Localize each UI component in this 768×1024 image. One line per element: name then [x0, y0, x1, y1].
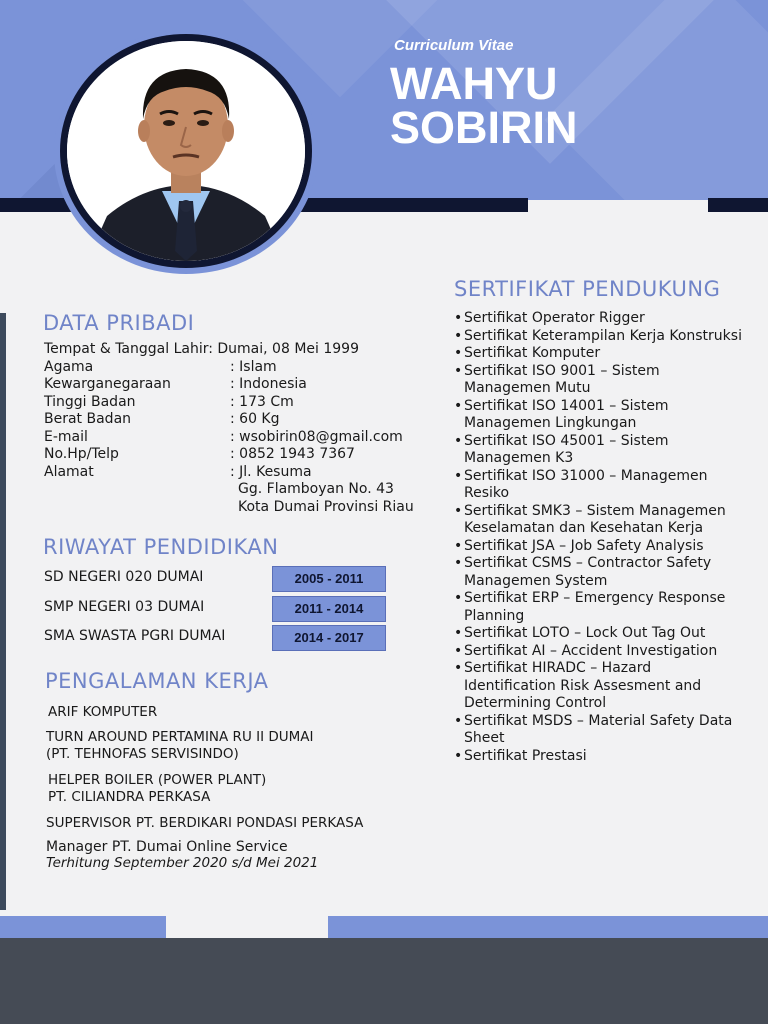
info-label: Agama — [44, 358, 94, 375]
list-item: • Sertifikat AI – Accident Investigation — [454, 643, 744, 661]
info-row — [44, 394, 414, 412]
list-item: • Sertifikat ERP – Emergency Response Planning — [454, 590, 744, 625]
school-name: SD NEGERI 020 DUMAI — [44, 569, 204, 585]
list-item: • Sertifikat ISO 14001 – Sistem Managemen Lingkungan — [454, 398, 744, 433]
list-item: • Sertifikat JSA – Job Safety Analysis — [454, 538, 744, 556]
education-row — [44, 596, 388, 622]
side-strip — [0, 313, 6, 910]
list-item: • Sertifikat Prestasi — [454, 748, 744, 766]
info-row — [44, 464, 414, 482]
full-name — [390, 58, 578, 153]
job-period: Terhitung September 2020 s/d Mei 2021 — [46, 855, 319, 871]
year-badge: 2011 - 2014 — [272, 596, 386, 622]
year-badge: 2005 - 2011 — [272, 566, 386, 592]
job-item: TURN AROUND PERTAMINA RU II DUMAI — [46, 729, 314, 745]
person-portrait-icon — [67, 41, 305, 261]
job-item: HELPER BOILER (POWER PLANT) — [48, 772, 267, 788]
info-row — [44, 411, 414, 429]
job-item: (PT. TEHNOFAS SERVISINDO) — [46, 746, 239, 762]
last-name: SOBIRIN — [390, 102, 578, 153]
info-label: Berat Badan — [44, 411, 132, 427]
info-label: Tinggi Badan — [44, 393, 136, 410]
birth-text: Tempat & Tanggal Lahir: Dumai, 08 Mei 1999 — [44, 341, 359, 357]
list-item: • Sertifikat ISO 9001 – Sistem Managemen Mutu — [454, 363, 744, 398]
list-item: • Sertifikat ISO 31000 – Managemen Resiko — [454, 468, 744, 503]
info-row — [44, 359, 414, 377]
info-label: Alamat — [44, 463, 94, 480]
info-value: : Islam — [230, 358, 277, 375]
job-item: Manager PT. Dumai Online Service — [46, 839, 288, 855]
info-row-birth — [44, 341, 414, 359]
section-title-pendidikan: RIWAYAT PENDIDIKAN — [43, 535, 279, 559]
education-row — [44, 625, 388, 651]
info-value: : 0852 1943 7367 — [230, 446, 355, 462]
profile-photo-image — [67, 41, 305, 261]
info-row — [44, 376, 414, 394]
list-item: • Sertifikat ISO 45001 – Sistem Managemen K3 — [454, 433, 744, 468]
personal-info — [44, 341, 414, 516]
section-title-pengalaman: PENGALAMAN KERJA — [45, 669, 269, 693]
info-label: Kewarganegaraan — [44, 376, 171, 392]
footer-band — [0, 938, 768, 1024]
list-item: • Sertifikat MSDS – Material Safety Data Sheet — [454, 713, 744, 748]
info-label: E-mail — [44, 428, 88, 445]
section-title-data-pribadi: DATA PRIBADI — [43, 311, 195, 335]
list-item: • Sertifikat Keterampilan Kerja Konstruksi — [454, 328, 744, 346]
school-name: SMA SWASTA PGRI DUMAI — [44, 628, 226, 644]
job-item: SUPERVISOR PT. BERDIKARI PONDASI PERKASA — [46, 815, 364, 831]
info-row — [44, 446, 414, 464]
info-value: : 60 Kg — [230, 411, 280, 427]
list-item: • Sertifikat Operator Rigger — [454, 310, 744, 328]
info-value: : wsobirin08@gmail.com — [230, 428, 403, 445]
certificate-list — [454, 310, 744, 765]
header-divider-right — [708, 198, 768, 212]
info-value: : 173 Cm — [230, 393, 294, 410]
address-line: Gg. Flamboyan No. 43 — [238, 481, 394, 497]
list-item: • Sertifikat CSMS – Contractor Safety Managemen System — [454, 555, 744, 590]
job-item: PT. CILIANDRA PERKASA — [48, 789, 211, 805]
first-name: WAHYU — [390, 58, 558, 109]
footer-accent-right — [328, 916, 768, 938]
footer-accent-left — [0, 916, 166, 938]
info-value: : Indonesia — [230, 376, 307, 392]
cv-label: Curriculum Vitae — [394, 37, 514, 54]
list-item: • Sertifikat HIRADC – Hazard Identification Risk Assesment and Determining Control — [454, 660, 744, 713]
address-line: Kota Dumai Provinsi Riau — [238, 498, 414, 515]
profile-photo — [60, 34, 312, 268]
school-name: SMP NEGERI 03 DUMAI — [44, 599, 205, 615]
info-value: : Jl. Kesuma — [230, 463, 312, 480]
info-label: No.Hp/Telp — [44, 446, 119, 462]
education-row — [44, 566, 388, 592]
list-item: • Sertifikat LOTO – Lock Out Tag Out — [454, 625, 744, 643]
info-row — [44, 429, 414, 447]
year-badge: 2014 - 2017 — [272, 625, 386, 651]
section-title-sertifikat: SERTIFIKAT PENDUKUNG — [454, 277, 721, 301]
list-item: • Sertifikat SMK3 – Sistem Managemen Keselamatan dan Kesehatan Kerja — [454, 503, 744, 538]
list-item: • Sertifikat Komputer — [454, 345, 744, 363]
job-item: ARIF KOMPUTER — [48, 704, 158, 720]
